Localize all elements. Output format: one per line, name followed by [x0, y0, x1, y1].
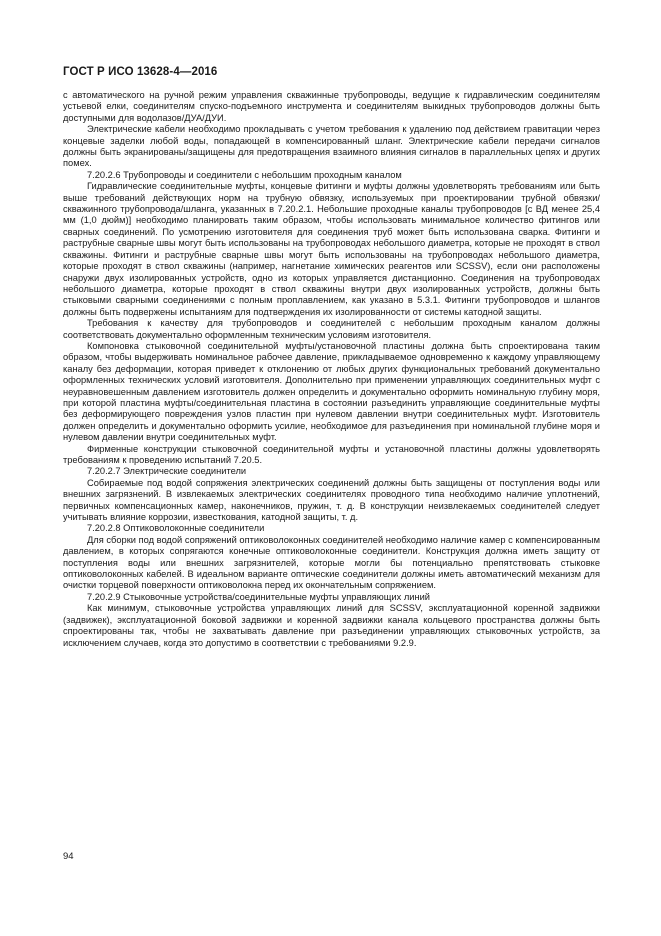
section-heading-7-20-2-8: 7.20.2.8 Оптиковолоконные соединители — [87, 523, 265, 534]
paragraph-continuation: с автоматического на ручной режим управления скважинные трубопроводы, ведущие к гидравлическим соединителям устьевой елки, соединителям спуско-подъемного инструмента и соединителям выкидных трубопроводов должны быть доступными для водолазов/ДУА/ДУИ. — [63, 90, 600, 123]
paragraph-plate-layout: Компоновка стыковочной соединительной муфты/установочной пластины должна быть спроектирована таким образом, чтобы выдерживать номинальное рабочее давление, прикладываемое одновременно к каждому управляющему каналу без деформации, которая приведет к отклонению от любых других функциональных требований документально оформленных технических условий изготовителя. Дополнительно при применении управляющих соединительных муфт с неуравновешенным давлением изготовитель должен определить и документально оформить номинальную глубину моря, при которой пластина муфты/соединительная пластина в состоянии разъединить управляющие соединительные муфты без деформирующего повреждения узлов пластин при нулевом давлении внутри соединительных муфт. Изготовитель должен определить и документально оформить усилие, необходимое для разъединения при номинальной глубине моря и нулевом давлении внутри соединительных муфт. — [63, 340, 600, 443]
page-number: 94 — [63, 851, 74, 862]
paragraph-electrical-connectors: Собираемые под водой сопряжения электрических соединений должны быть защищены от поступления воды или внешних загрязнений. В извлекаемых электрических соединителях проводного типа необходимо наличие уплотнений, первичных компенсационных камер, наконечников, пружин, т. д. В конструкции неизвлекаемых соединителей следует учитывать влияние коррозии, известкования, катодной защиты, т. д. — [63, 477, 600, 523]
paragraph-proprietary-designs: Фирменные конструкции стыковочной соединительной муфты и установочной пластины должны удовлетворять требованиям к проведению испытаний 7.20.5. — [63, 443, 600, 465]
document-header: ГОСТ Р ИСО 13628-4—2016 — [63, 66, 218, 78]
section-heading-7-20-2-9: 7.20.2.9 Стыковочные устройства/соединительные муфты управляющих линий — [87, 591, 430, 602]
section-heading-7-20-2-6: 7.20.2.6 Трубопроводы и соединители с небольшим проходным каналом — [87, 169, 402, 180]
paragraph-fiber-optic-connectors: Для сборки под водой сопряжений оптиковолоконных соединителей необходимо наличие камер с компенсированным давлением, в которых сопрягаются конечные оптиковолоконные соединители. Конструкция должна иметь защиту от поступления воды или внешних загрязнителей, которые могли бы потенциально препятствовать стыковке оптиковолоконных кабелей. В идеальном варианте оптические соединители должны иметь автоматический механизм для очистки торцевой поверхности оптиковолокна перед их окончательным сопряжением. — [63, 534, 600, 591]
document-body — [63, 90, 600, 649]
paragraph-control-line-couplers: Как минимум, стыковочные устройства управляющих линий для SCSSV, эксплуатационной коренной задвижки (задвижек), эксплуатационной боковой задвижки и коренной задвижки канала кольцевого пространства должны быть спроектированы так, чтобы не захватывать давление при разъединении управляющих стыковочных устройств, за исключением случаев, когда это допустимо в соответствии с требованиями 9.2.9. — [63, 603, 600, 648]
paragraph-electric-cables: Электрические кабели необходимо прокладывать с учетом требования к удалению под действием гравитации через концевые заделки любой воды, попадающей в компенсированный шланг. Электрические кабели передачи сигналов должны быть экранированы/защищены для предотвращения взаимного влияния сигналов в параллельных цепях и других помех. — [63, 124, 600, 169]
section-heading-7-20-2-7: 7.20.2.7 Электрические соединители — [87, 466, 247, 477]
paragraph-hydraulic-couplings: Гидравлические соединительные муфты, концевые фитинги и муфты должны удовлетворять требованиям или быть выше требований действующих норм на трубную обвязку, используемых при проектировании трубной обвязки/скважинного трубопровода/шланга, указанных в 7.20.2.1. Небольшие проходные каналы трубопроводов [с ВД менее 25,4 мм (1,0 дюйм)] необходимо планировать таким образом, чтобы использовать минимальное количество фитингов или сварных соединений. По усмотрению изготовителя для соединения труб может быть использована сварка. Фитинги и раструбные сварные швы могут быть использованы на трубопроводах небольшого диаметра, которые не проходят в ствол скважины. Фитинги и раструбные сварные швы могут быть использованы на трубопроводах небольшого диаметра, которые проходят в ствол скважины (например, нагнетание химических реагентов или SCSSV), если они расположены снаружи двух изолированных устройств, одно из которых управляется дистанционно. Соединения на трубопроводах небольшого диаметра, которые проходят в ствол скважины внутри двух изолированных устройств, должны быть стыковыми сварными соединениями с полным проплавлением, как указано в 5.3.1. Фитинги трубопроводов и шлангов должны быть подвержены испытаниям для подтверждения их изолированности от системы катодной защиты. — [63, 181, 600, 317]
paragraph-quality-requirements: Требования к качеству для трубопроводов и соединителей с небольшим проходным каналом должны соответствовать документально оформленным техническим условиям изготовителя. — [63, 318, 600, 340]
